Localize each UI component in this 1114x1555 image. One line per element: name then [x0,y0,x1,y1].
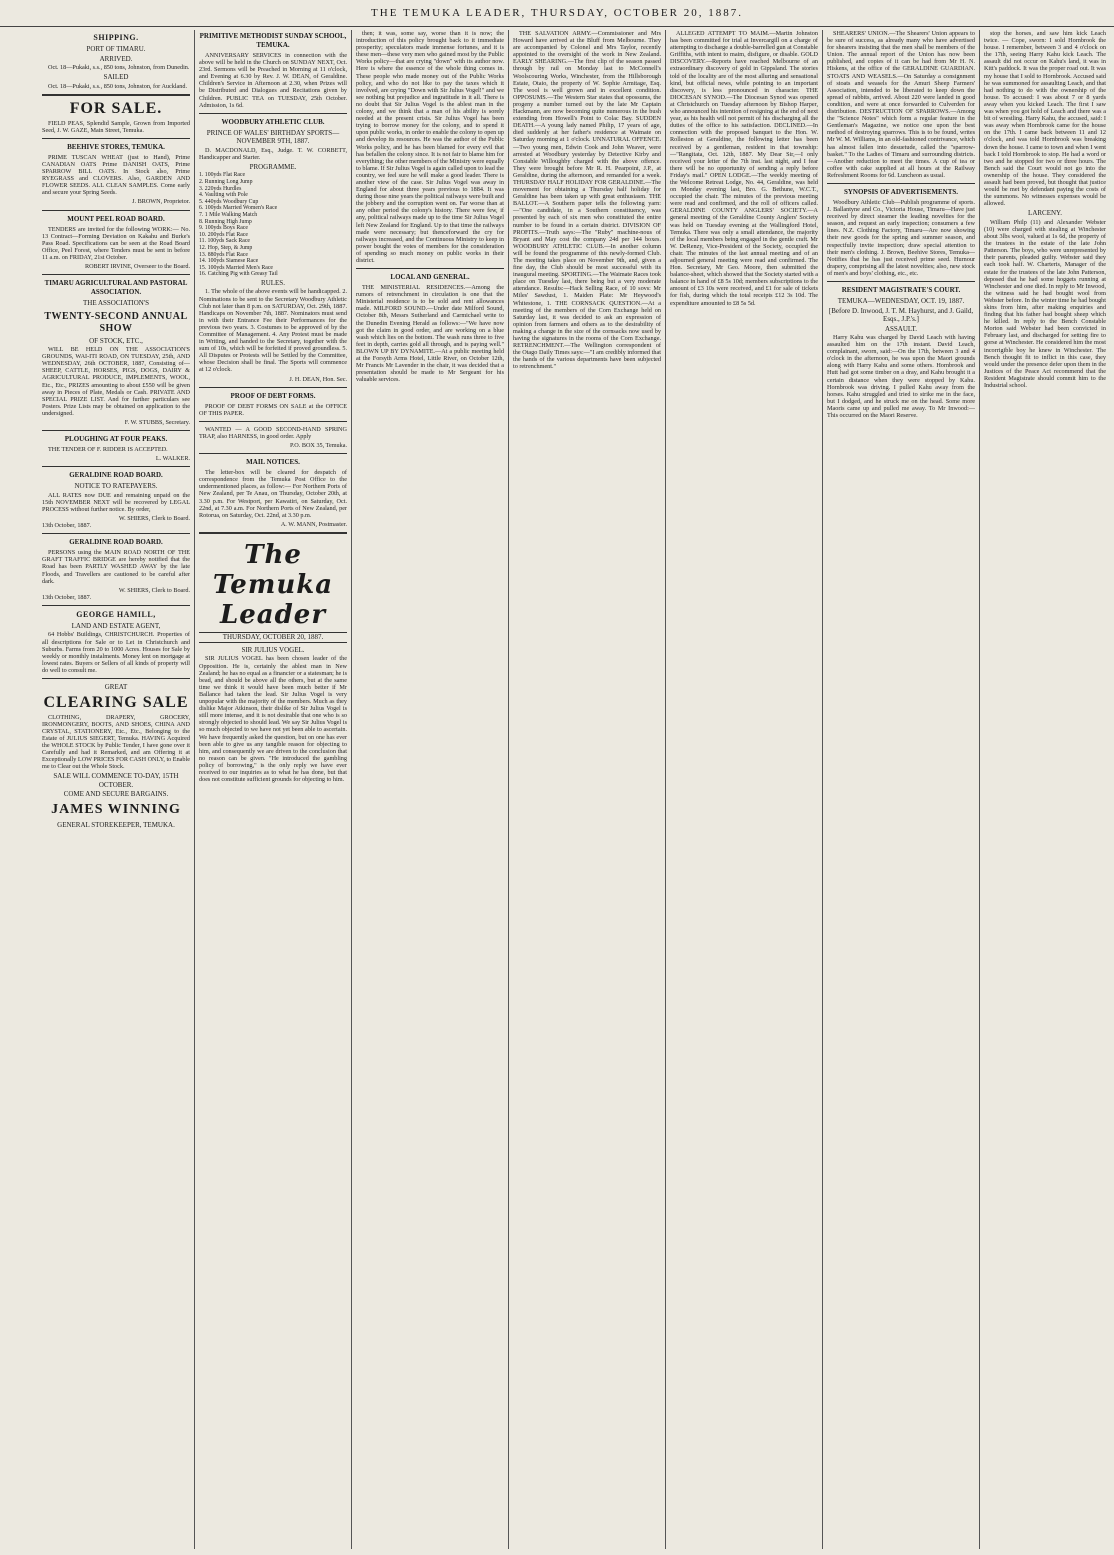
show-body: WILL BE HELD ON THE ASSOCIATION'S GROUNDS, WAI-ITI ROAD, ON TUESDAY, 25th, AND WEDNESDAY, 26th OCTOBER, 1887, Consisting of—SHEEP, CATTLE, HORSES, PIGS, DOGS, DAIRY & AGRICULTURAL PRODUCE, IMPLEMENTS, WOOL, Etc., Etc., PRIZES amounting to about £550 will be given away in Pieces of Plate, Medals or Cash. PRIVATE AND SPECIAL PRIZE LIST. And for further particulars see Posters. Prize Lists may be obtained on application to the undersigned. [42,346,190,417]
programme-event-label: 10. 200yds Flat Race [199,231,248,238]
geraldine-road-body: PERSONS using the MAIN ROAD NORTH OF THE GRAFT TRAFFIC BRIDGE are hereby notified that the Road has been PARTLY WASHED AWAY by the late Floods, and Travellers are cautioned to be careful after dark. [42,549,190,585]
ratepayers-notice: NOTICE TO RATEPAYERS. [74,482,158,491]
article-heading: SIR JULIUS VOGEL. [241,645,305,654]
arrived-text: Oct. 18—Pukaki, s.s., 850 tons, Johnston, from Dunedin. [48,64,190,71]
secure-bargains: COME AND SECURE BARGAINS. [63,790,169,799]
court-subheading: TEMUKA—WEDNESDAY, OCT. 19, 1887. [837,297,965,305]
mount-peel-heading: MOUNT PEEL ROAD BOARD. [67,214,165,223]
mount-peel-body: TENDERS are invited for the following WORK:— No. 13 Contract—Forming Deviation on Kakahu and Burke's Pass Road. Specifications can be seen at the Road Board Office, Peel Forest, where Tenders must be sent in before 11 a.m. on FRIDAY, 21st October. [42,225,190,261]
programme-event [199,186,347,193]
programme-event-label: 13. 880yds Flat Race [199,251,248,258]
debt-forms-body: PROOF OF DEBT FORMS ON SALE at the OFFICE OF THIS PAPER. [199,402,347,417]
arrived-label: ARRIVED. [99,54,133,63]
sale-commence: SALE WILL COMMENCE TO-DAY, 15TH OCTOBER. [53,772,179,789]
column-3 [352,30,508,1549]
article-continued: then; it was, some say, worse than it is now; the introduction of this policy brought back to it immediate prosperity; speculators made immense fortunes, and it is these men—these very men who gained most by the Public Works policy—that are crying "down" with its author now. Here is where the essence of the whole thing comes in. These people who made money out of the Public Works policy, and who do not like to pay the taxes which it involved, are crying "Down with Sir Julius Vogel!" and we see nothing but prejudice and ingratitude in it all. There is no doubt that Sir Julius Vogel is the ablest man in the colony, and we think that a man of his ability is sorely needed at the present crisis. Sir Julius Vogel has been trying to borrow money for the colony, and to spend it upon public works, in order to enable the colony to open up and develop its resources. He was the author of the Public Works policy, and he has been blamed for every evil that has befallen the colony since. It is not fair to blame him for everything; the other members of the Ministry were equally to blame. If Sir Julius Vogel is again called upon to lead the country, we feel sure he will make a good leader. There is another view of the case. Sir Julius Vogel was away in England for about three years previous to 1884. It was during those nine years the political railways were built and the jobbery and the corruption went on. Far worse than at any other period the colony's history. There were few, if any, political railways made up to the time Sir Julius Vogel left New Zealand for England. Up to that time the railways made were necessary; but thenceforward the cry for railways increased, and the Continuous Ministry to keep in power bought the votes of members for the consideration of spending so much money on public works in their district. [356,30,504,264]
synopsis-body: Woodbury Athletic Club—Publish programme of sports. J. Ballantyne and Co., Victoria House, Timaru—Have just received by direct steamer the leading novelties for the season, and request an early inspection; consumers a few lines. N.Z. Clothing Factory, Timaru—Are now showing their new goods for the spring and summer season, and respectfully invite inspection; draw special attention to their men's clothing. J. Brown, Beehive Stores, Temuka—Notifies that he has just received prime seed. Hurnour drapery, comprising all the latest novelties; also, new stock of men's and boys' clothing, etc., etc. [827,198,975,277]
column-4-body: THE SALVATION ARMY.—Commissioner and Mrs Howard have arrived at the Bluff from Melbourne. They are accompanied by Colonel and Mrs Taylor, recently appointed to the oversight of the work in New Zealand. EARLY SHEARING.—The first clip of the season passed through by rail on Monday last to McConnell's Woolscouring Works, Winchester, from the Hillsborough Estate, Otaio, the property of W. Sophie Armitage, Esq. The wool is well grown and in excellent condition. OPPOSUMS.—The Western Star states that opossums, the progeny a number turned out by the late Mr Captain Hackmann, are now becoming quite numerous in the bush extending from Howell's Point to Colac Bay. SUDDEN DEATH.—A young lady named Philip, 17 years of age, died suddenly at her father's residence at Waimate on Saturday morning at 1 o'clock. UNNATURAL OFFENCE.—Two young men, Edwin Cook and John Weaver, were arrested at Woodbury yesterday by Detective Kirby and Constable Willoughby charged with the above offence. They were brought before Mr R. H. Pearpoint, J.P., at Geraldine, during the afternoon, and remanded for a week. THURSDAY HALF HOLIDAY FOR GERALDINE.—The movement for obtaining a Thursday half holiday for Geraldine has been taken up with great enthusiasm. THE BALLOT.—A Southern paper tells the following yarn:—"One candidate, in a Southern constituency, was presented by each of six men who constituted the entire number to be found in a certain district. DIVISION OF PROFITS.—Truth says:—The "Ruby" machine-nous of Bryant and May cost the company 24d per 144 boxes. WOODBURY ATHLETIC CLUB.—In another column will be found the programme of this newly-formed Club. The meeting takes place on November 9th, and, given a fine day, the Club should be most successful with its inaugural meeting. SPORTING.—The Waimate Races took place on Tuesday last, there being but a very moderate attendance. Results:—Hack Selling Race, of 10 sovs: Mr Miles' Sawdust, 1. Maiden Plate: Mr Heywood's Whitestone, 1. THE CORNSACK QUESTION.—At a meeting of the members of the Corn Exchange held on Saturday last, it was decided to ask an expression of opinion from farmers and others as to the desirability of making a change in the size of the cornsacks now used by having the signatures in the rooms of the Corn Exchange. RETRENCHMENT.—The Wellington correspondent of the Otago Daily Times says:—"I am credibly informed that the hands of the various departments have been subjected to retrenchment." [513,30,661,371]
synopsis-heading: SYNOPSIS OF ADVERTISEMENTS. [843,187,959,196]
clearing-sale-body: CLOTHING, DRAPERY, GROCERY, IRONMONGERY, BOOTS, AND SHOES, CHINA AND CRYSTAL, STATIONERY, Etc., Etc., Belonging to the Estate of JULIUS SIEGERT, Temuka. HAVING Acquired the WHOLE STOCK by Public Tender, I have gone over it Carefully and had it Remarked, and am Offering it at Exceptionally LOW PRICES FOR CASH ONLY, to Enable me to Clear out the Whole Stock. [42,713,190,771]
column-6 [823,30,979,1549]
ratepayers-body: ALL RATES now DUE and remaining unpaid on the 15th NOVEMBER NEXT will be recovered by LEGAL PROCESS without further notice. By order, [42,491,190,513]
programme-event [199,232,347,239]
wanted-signature: P.O. BOX 35, Temuka. [289,442,347,450]
programme-event-label: 7. 1 Mile Walking Match [199,212,258,218]
beehive-body: PRIME TUSCAN WHEAT (just to Hand), Prime CANADIAN OATS Prime DANISH OATS, Prime SPARROW BILL OATS. In Stock also, Prime RYEGRASS and CLOVERS. Also, GARDEN AND FLOWER SEEDS. ALL CLEAN SAMPLES. Come early and secure your Spring Seeds. [42,153,190,197]
programme-event [199,199,347,206]
programme-event [199,258,347,265]
programme-event [199,205,347,212]
programme-event-label: 8. Running High Jump [199,218,252,225]
port-heading: PORT OF TIMARU. [86,45,146,53]
for-sale-heading: FOR SALE. [69,99,163,117]
mail-notices-heading: MAIL NOTICES. [246,458,300,467]
programme-event-label: 5. 440yds Woodbury Cup [199,198,259,205]
wanted-body: WANTED — A GOOD SECOND-HAND SPRING TRAP, also HARNESS, in good order. Apply [199,425,347,440]
programme-event-label: 15. 100yds Married Men's Race [199,264,273,271]
column-5 [666,30,822,1549]
issue-dateline: THURSDAY, OCTOBER 20, 1887. [199,632,347,643]
court-bench: [Before D. Inwood, J. T. M. Hayhurst, and J. Gaild, Esqs., J.P.'s.] [828,306,974,323]
court-heading: RESIDENT MAGISTRATE'S COURT. [841,286,961,294]
programme-heading: PROGRAMME. [249,162,297,171]
woodbury-officials: D. MACDONALD, Esq., Judge. T. W. CORBETT, Handicapper and Starter. [199,146,347,161]
james-winning-title: GENERAL STOREKEEPER, TEMUKA. [57,820,175,829]
column-5-body: ALLEGED ATTEMPT TO MAIM.—Martin Johnston has been committed for trial at Invercargill on a charge of attempting to discharge a double-barrelled gun at Constable Griffiths, with intent to maim, disfigure, or disable. GOLD DISCOVERY.—Reports have reached Melbourne of an extraordinary discovery of gold in Gippsland. The stories told of the locality are of the most alluring and sensational kind, but official news, while pointing to an important discovery, is less pronounced in character. THE DIOCESAN SYNOD.—The Diocesan Synod was opened at Christchurch on Tuesday afternoon by Bishop Harper, who announced his intention of resigning at the end of next year, as his health will not permit of his discharging all the duties of the office to his satisfaction. DECLINED.—In connection with the proposed banquet to the Hon. W. Rolleston at Geraldine, the following letter has been received by a gentleman, resident in that township:—"Rangitata, Oct. 12th, 1887. My Dear Sir,—I only received your letter of the 7th inst. last night, and I fear there will be no opportunity of sending a reply before Friday's mail." OPEN LODGE.—The weekly meeting of the Welcome Retreat Lodge, No. 44, Geraldine, was held on Monday evening last, Bro. G. Bethune, W.C.T., occupied the chair. The minutes of the previous meeting were read and confirmed, and the roll of officers called. GERALDINE COUNTY ANGLERS' SOCIETY.—A general meeting of the Geraldine County Anglers' Society was held on Tuesday evening at the Wallingford Hotel, Temuka. There was only a small attendance, the majority of the local members being engaged in the gentle craft. Mr W. DeRenzy, Vice-President of the Society, occupied the chair. The minutes of the last annual meeting and of an adjourned general meeting were read and confirmed. The Hon. Secretary, Mr Geo. Moore, then submitted the balance-sheet, which showed that the Society started with a balance in hand of £8 5s 10d; members subscriptions to the amount of £3 10s were received, and £1 for sale of tickets for fish, during which the total receipts £12 3s 10d. The expenditure amounted to £8 5s 5d. [670,30,818,307]
geraldine-board-heading: GERALDINE ROAD BOARD. [69,471,163,480]
woodbury-heading: WOODBURY ATHLETIC CLUB. [221,117,325,126]
timaru-association-heading: TIMARU AGRICULTURAL AND PASTORAL ASSOCIATION. [44,279,188,297]
larceny-body: William Philp (11) and Alexander Webster (10) were charged with stealing at Winchester about 3lbs wool, valued at 1s 6d, the property of the trustees in the estate of the late John Patterson. The boys, who were unrepresented by their parents, pleaded guilty. Webster said they each took half. W. Charteris, Manager of the estate for the trustees of the late John Patterson, deposed that he had some hoggets running at Winchester and one died. In reply to Mr Inwood, the witness said he had bought wool from Webster before. In the winter time he had bought skins from him, after making enquiries and finding that his father had bought sheep which he killed. In reply to the Bench Constable Morton said Webster had been convicted in February last, and discharged for setting fire to gorse at Winchester. He considered him the most incorrigible boy he knew in Winchester. The Bench thought fit to inflict in this case, they would under the presence defer upon them in the Justices of the Peace Act recommend that the Resident Magistrate should commit him to the Industrial school. [984,218,1106,389]
rules-heading: RULES. [261,278,285,287]
page-masthead: THE TEMUKA LEADER, THURSDAY, OCTOBER 20, 1887. [0,0,1114,27]
programme-event [199,265,347,272]
column-7 [980,30,1110,1549]
programme-event [199,219,347,226]
programme-event [199,192,347,199]
mail-signature: A. W. MANN, Postmaster. [280,520,347,528]
hamill-name: GEORGE HAMILL, [76,609,156,619]
programme-event-label: 9. 100yds Boys Race [199,225,248,232]
geraldine-road-signature: W. SHIERS, Clerk to Board. [118,586,190,594]
court-body: Harry Kahu was charged by David Leach with having assaulted him on the 17th instant. David Leach, complainant, sworn, said:—On the 17th, between 3 and 4 o'clock in the afternoon, he was upon the Maori grounds along with Harry Kahu and some others. Hornbrook and Hutt had got some timber on a dray, and Kahu brought it a certain distance when they were stopped by Kahu. Hornbrook was driving. I pulled Kahu away from the horses. Kahu struggled and tried to strike me in the face, but I dodged, and he struck me on the head. Some more Maoris came up and pulled me away. To Mr Inwood:—This occurred on the Maori Reserve. [827,334,975,420]
programme-event [199,271,347,278]
programme-event-label: 16. Catching Pig with Greasy Tail [199,271,278,278]
geraldine-board-heading-2: GERALDINE ROAD BOARD. [69,538,163,547]
clearing-sale-heading: CLEARING SALE [43,693,189,711]
column-6-body: SHEARERS' UNION.—The Shearers' Union appears to be sure of success, as already many who have advertised for shearers insisting that the men shall be members of the Union. The annual report of the Union has now been published, and copies of it can be had from Mr H. N. Hiskens, at the office of the GERALDINE GUARDIAN. STOATS AND WEASELS.—On Saturday a consignment of stoats and weasels for the Amuri Sheep Farmers' Association, intended to be liberated to keep down the spread of rabbits, arrived. About 220 were landed in good condition, and were at once forwarded to Culverden for distribution. DESTRUCTION OF SPARROWS.—Among the "Science Notes" which form a regular feature in the Gentleman's Magazine, we notice one upon the best method of destroying sparrows. This is to be found, writes Mr W. M. Williams, in an old-fashioned contrivance, which has almost fallen into desuetude, called the "sparrow-basket." To the Ladies of Timaru and surrounding districts.—Another reduction to meet the times. A cup of tea or coffee with cake supplied at all hours at the Railway Refreshment Rooms for 6d. Luncheon as usual. [827,30,975,179]
assault-heading: ASSAULT. [884,324,918,333]
local-general-body: THE MINISTERIAL RESIDENCES.—Among the rumors of retrenchment in circulation is one that the Ministerial residence is to be sold and rent allowances made. MILFORD SOUND.—Under date Milford Sound, October 8th, Messrs Sutherland and Carmichael write to the Dunedin Evening Herald as follows:—"We have now got the claim in good order, and are working on a blue wash which lies on the bottom. The wash runs three to five feet in depth, carries gold all through, and is paying well." BLOWN UP BY DYNAMITE.—At a public meeting held at the Forsyth Arms Hotel, Little River, on October 12th, Mr Francis Mr Lavender in the chair, it was decided that a presentation should be made to Mr Sergeant for his valuable services. [356,284,504,384]
woodbury-subheading: PRINCE OF WALES' BIRTHDAY SPORTS—NOVEMBER 9TH, 1887. [206,128,340,146]
mount-peel-signature: ROBERT IRVINE, Overseer to the Board. [84,263,190,270]
programme-event-label: 3. 220yds Hurdles [199,185,242,192]
mail-notices-body: The letter-box will be cleared for despatch of correspondence from the Temuka Post Office to the undermentioned places, as follow:— For Northern Ports of New Zealand, per Te Anau, on Thursday, October 20th, at 3.30 p.m. For Westport, per Kawatiri, on Saturday, Oct. 22nd, at 7.30 a.m. For Northern Ports of New Zealand, per Rotorua, on Saturday, Oct. 22nd, at 3.30 p.m. [199,469,347,519]
article-body: SIR JULIUS VOGEL has been chosen leader of the Opposition. He is, certainly the ablest man in New Zealand; he has no equal as a financier or a statesman; he is bead, and should be above all the others, but at the same time we think it would have been much better if Mr Ballance had taken the lead. Sir Julius Vogel is very unpopular with the majority of the members. Much as they dislike Major Atkinson, their dislike of Sir Julius Vogel is still more intense, and it is not desirable that one who is so strongly objected to should lead. We say Sir Julius Vogel is so much objected to we have not yet been able to ascertain. We have frequently asked the question, but on one has ever been able to give us any tangible reason for objecting to him, and consequently we are driven to the conclusion that no reason can be given. "He introduced the gambling policy of borrowing," is the only reply we have ever received to our inquiries as to what he has done, but that does not constitute sufficient grounds for objecting to him. [199,655,347,784]
ratepayers-date: 13th October, 1887. [42,522,92,530]
programme-event-label: 11. 100yds Sack Race [199,238,250,245]
programme-event [199,252,347,259]
hamill-title: LAND AND ESTATE AGENT, [71,621,161,630]
newspaper-nameplate: The Temuka Leader [212,539,334,630]
programme-event [199,179,347,186]
local-general-heading: LOCAL AND GENERAL. [390,273,470,282]
programme-event-label: 2. Running Long Jump [199,179,253,186]
programme-event [199,245,347,252]
annual-show-heading: TWENTY-SECOND ANNUAL SHOW [44,310,188,334]
ploughing-body: THE TENDER OF F. RIDDER IS ACCEPTED. [48,446,168,454]
ploughing-heading: PLOUGHING AT FOUR PEAKS. [64,435,168,444]
ratepayers-signature: W. SHIERS, Clerk to Board. [118,515,190,523]
geraldine-road-date: 13th October, 1887. [42,593,92,601]
programme-event [199,212,347,219]
james-winning-name: JAMES WINNING [51,801,181,817]
methodist-body: ANNIVERSARY SERVICES in connection with the above will be held in the Church on SUNDAY NEXT, Oct. 23rd. Sermons will be Preached in Morning at 11 o'clock, and Evening at 6.30 by Rev. J. W. DEAN, of Geraldine. Children's Service in Afternoon at 2.30, when Prizes will be Distributed and Dialogues and Recitations given by Children. PUBLIC TEA on TUESDAY, 25th October. Admission, 1s 6d. [199,52,347,109]
programme-event [199,225,347,232]
beehive-heading: BEEHIVE STORES, TEMUKA. [67,142,165,151]
methodist-heading: PRIMITIVE METHODIST SUNDAY SCHOOL, TEMUKA. [199,32,347,49]
great-label: GREAT [104,683,128,691]
for-sale-body: FIELD PEAS, Splendid Sample, Grown from Imported Seed, J. W. GAZE, Main Street, Temuka. [42,119,190,134]
shipping-heading: SHIPPING. [93,33,139,42]
programme-event-label: 14. 100yds Siamese Race [199,258,259,265]
programme-event-label: 1. 100yds Flat Race [199,172,246,179]
column-7-body: stop the horses, and saw him kick Leach twice. — Cope, sworn: I sold Hornbrook the house. I remember, between 3 and 4 o'clock on the 17th, seeing Harry Kahu kick Leach. The assault did not occur on Kahu's land, it was in Kitt's paddock. It was the proper road out. It was my house that I sold to Hornbrook. Accused said he was summoned for assaulting Leach, and that had nothing to do with the ownership of the house. To accused: I was about 7 or 8 yards away when you kicked Leach. The first I saw was when you got hold of Leach and there was a bit of wrestling. Harry Kahu, the accused, said: I was away when Hornbrook came for the house on the 17th. I came back between 11 and 12 o'clock, and was told Hornbrook was breaking down the house. I came to town and when I went back I told Hornbrook to stop. He had a word or two and he stopped for two or three hours. The Bench said the Court would not go into the ownership of the house. They considered the assault had been proved, but thought that justice would be met by defendant paying the costs of the summons. No witnesses expenses would be allowed. [984,30,1106,208]
rules-body: 1. The whole of the above events will be handicapped. 2. Nominations to be sent to the Secretary Woodbury Athletic Club not later than 8 p.m. on SATURDAY, Oct. 29th, 1887. Handicaps on November 7th, 1887. Nominators must send in with their Entrance Fee their Performances for the previous two years. 3. Costumes to be approved of by the Committee of Management. 4. Any Protest must be made in Writing, and handed to the Secretary, together with the sum of 10s, which will be forfeited if proved groundless. 5. All Disputes or Protests will be Settled by the Committee, whose Decision shall be final. The Sports will commence at 12 o'clock. [199,288,347,374]
ploughing-signature: L. WALKER. [155,455,190,463]
programme-table [199,172,347,278]
programme-event-label: 6. 100yds Married Women's Race [199,205,278,212]
woodbury-signature: J. H. DEAN, Hon. Sec. [289,375,347,383]
sailed-label: SAILED [103,73,129,82]
sailed-text: Oct. 18—Pukaki, s.s., 850 tons, Johnston, for Auckland. [48,82,188,90]
larceny-heading: LARCENY. [1028,209,1062,218]
beehive-signature: J. BROWN, Proprietor. [132,198,190,206]
column-1 [38,30,194,1549]
association-label: THE ASSOCIATION'S [82,299,150,308]
programme-event [199,172,347,179]
debt-forms-heading: PROOF OF DEBT FORMS. [230,391,316,400]
hamill-body: 64 Hobbs' Buildings, CHRISTCHURCH. Properties of all descriptions for Sale or to Let in Christchurch and Suburbs. Farms from 20 to 1000 Acres. Houses for Sale by weekly or monthly instalments. Money lent on mortgage at lowest rates. Buyers or Sellers of all kinds of property will do well to consult me. [42,631,190,674]
column-2 [195,30,351,1549]
programme-event-label: 4. Vaulting with Pole [199,192,248,199]
programme-event [199,238,347,245]
show-of-stock: OF STOCK, ETC., [89,336,143,345]
column-4 [509,30,665,1549]
programme-event-label: 12. Hop, Step, & Jump [199,244,253,251]
show-signature: F. W. STUBBS, Secretary. [124,419,190,427]
